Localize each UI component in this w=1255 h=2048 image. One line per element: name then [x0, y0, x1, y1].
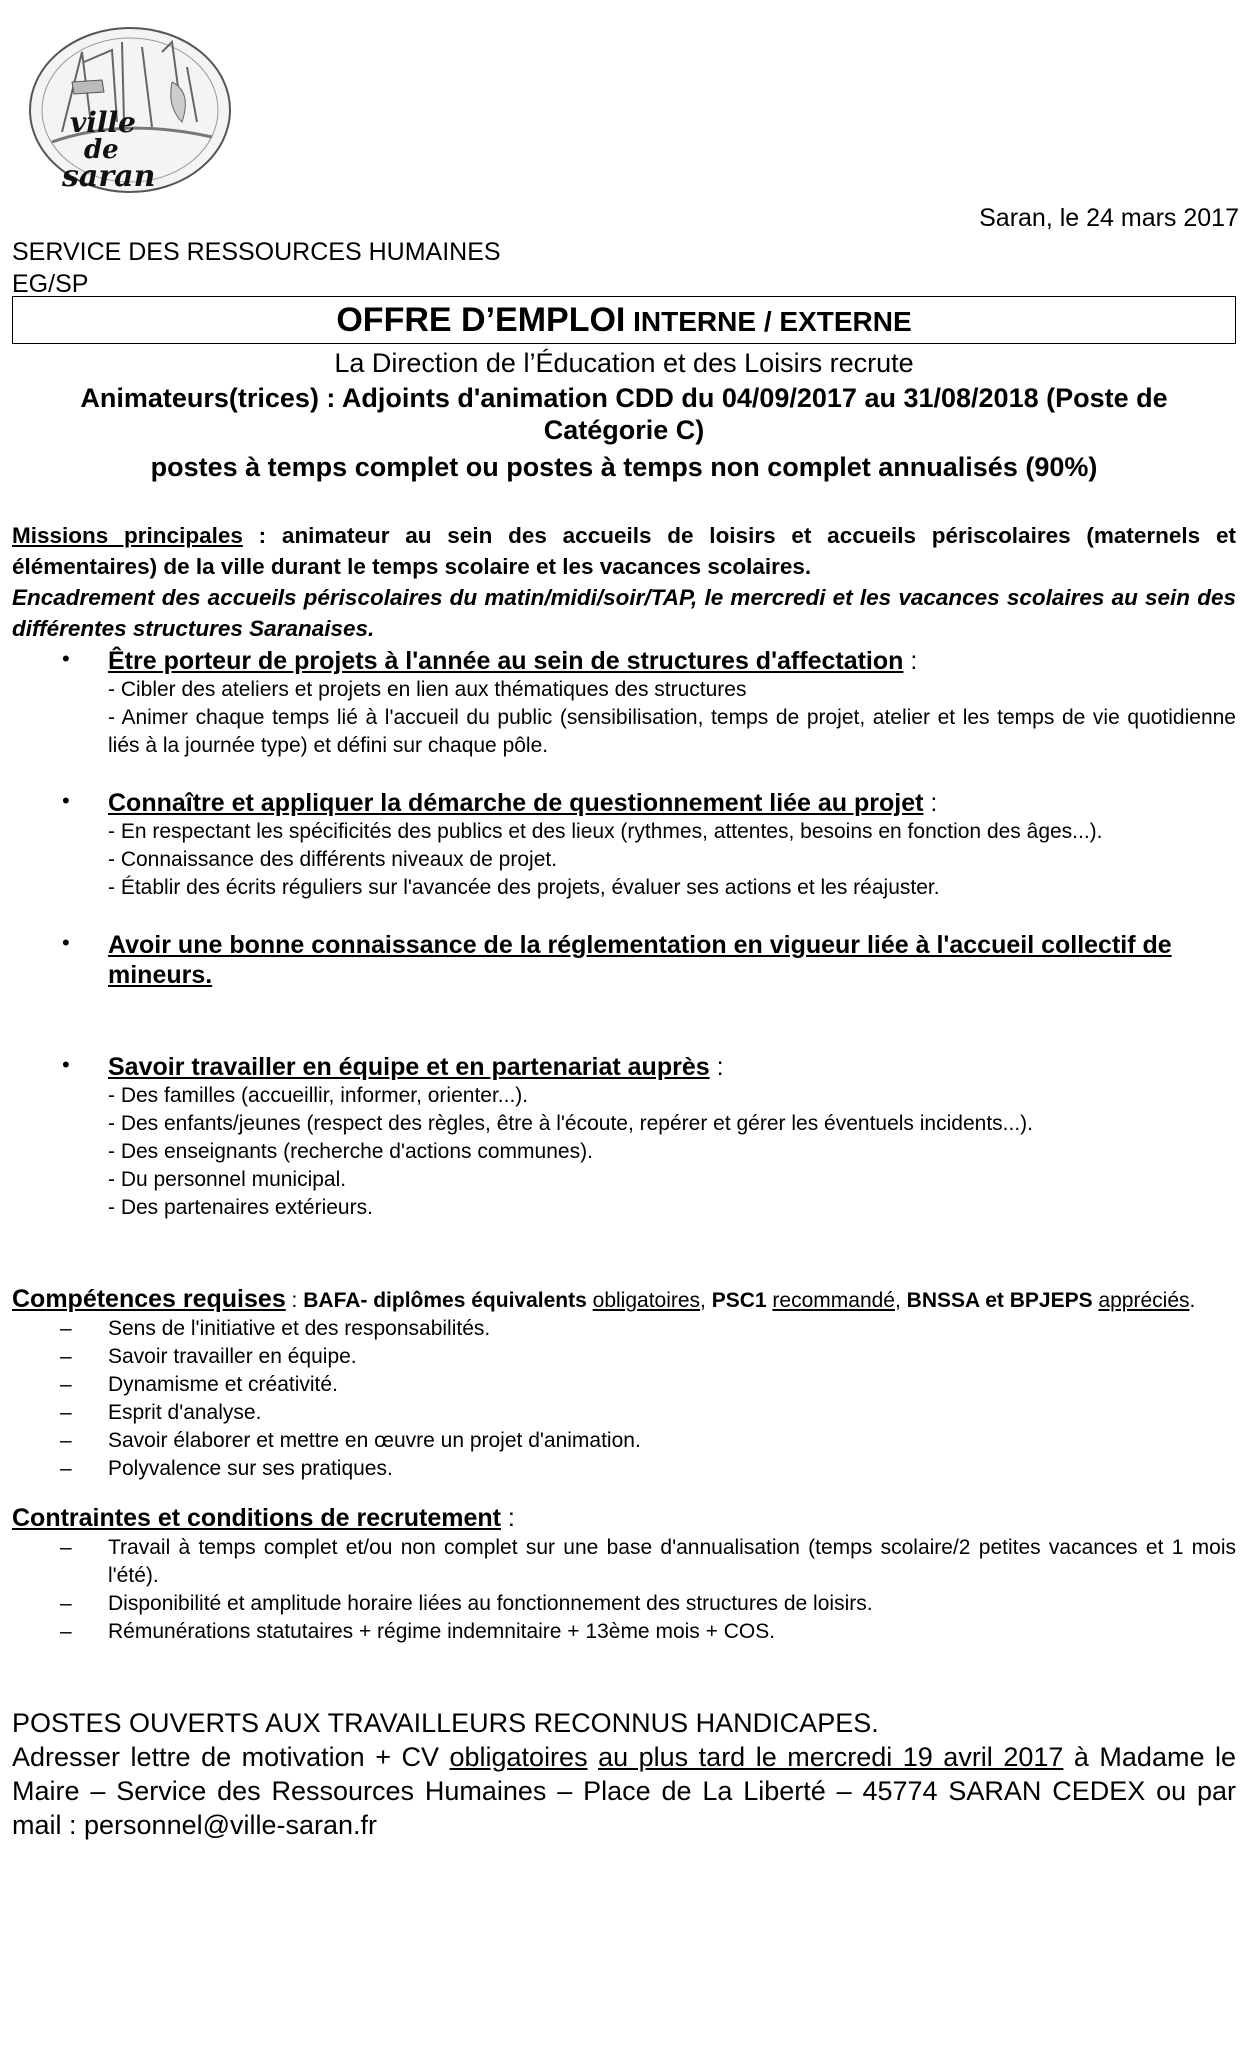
bullet-marker: •	[62, 788, 70, 813]
missions-italic: Encadrement des accueils périscolaires du matin/midi/soir/TAP, le mercredi et les vacances scolaires au sein des différentes structures Saranaises.	[12, 585, 1236, 641]
bullet-title: Connaître et appliquer la démarche de questionnement liée au projet	[108, 789, 924, 817]
bullet-marker: •	[62, 1052, 70, 1077]
competences-section	[12, 1284, 1236, 1483]
bafa: BAFA	[303, 1289, 361, 1312]
dash-marker: –	[60, 1373, 72, 1396]
apply-text: Adresser lettre de motivation + CV	[12, 1742, 450, 1772]
competence-text: Dynamisme et créativité.	[108, 1373, 338, 1396]
bullet-heading	[108, 788, 1236, 818]
competence-item	[12, 1455, 1236, 1483]
position-title	[12, 382, 1236, 446]
diplomes: - diplômes équivalents	[360, 1289, 593, 1312]
bullet-item	[12, 1052, 1236, 1222]
dash-marker: –	[60, 1536, 72, 1559]
offer-title-sub: INTERNE / EXTERNE	[625, 306, 912, 337]
document-date: Saran, le 24 mars 2017	[979, 204, 1239, 232]
dash-marker: –	[60, 1429, 72, 1452]
contraintes-label: Contraintes et conditions de recrutement	[12, 1504, 501, 1532]
bullet-line: - Des familles (accueillir, informer, orienter...).	[108, 1084, 529, 1107]
offer-content	[12, 520, 1236, 1842]
bullet-heading	[108, 930, 1236, 990]
missions-label: Missions principales	[12, 523, 243, 548]
dash-marker: –	[60, 1457, 72, 1480]
work-time: postes à temps complet ou postes à temps non complet annualisés (90%)	[150, 452, 1098, 482]
contrainte-text: Disponibilité et amplitude horaire liées au fonctionnement des structures de loisirs.	[108, 1592, 873, 1615]
competence-text: Sens de l'initiative et des responsabilités.	[108, 1317, 491, 1340]
bullet-line: - Connaissance des différents niveaux de projet.	[108, 848, 558, 871]
bullet-line: - Animer chaque temps lié à l'accueil du public (sensibilisation, temps de projet, atelier et les temps de vie quotidienne liés à la journée type) et défini sur chaque pôle.	[108, 706, 1236, 757]
psc1: PSC1	[711, 1289, 767, 1312]
contrainte-item	[12, 1590, 1236, 1618]
apply-obligatoires: obligatoires	[449, 1742, 588, 1772]
logo-text-ville: ville	[70, 106, 136, 139]
competence-text: Savoir élaborer et mettre en œuvre un projet d'animation.	[108, 1429, 641, 1452]
bullet-suffix: :	[903, 647, 918, 675]
bullet-line: - Des enfants/jeunes (respect des règles, être à l'écoute, repérer et gérer les éventuels incidents...).	[108, 1112, 1033, 1135]
apprecies: appréciés	[1098, 1289, 1190, 1312]
dash-marker: –	[60, 1345, 72, 1368]
bullet-line: - Du personnel municipal.	[108, 1168, 347, 1191]
bullet-line: - Des partenaires extérieurs.	[108, 1196, 373, 1219]
dash-marker: –	[60, 1401, 72, 1424]
bullet-line: - Cibler des ateliers et projets en lien aux thématiques des structures	[108, 678, 747, 701]
bullet-line: - En respectant les spécificités des publics et des lieux (rythmes, attentes, besoins en fonction des âges...).	[108, 820, 1103, 843]
position-title-line1: Animateurs(trices) : Adjoints d'animation CDD du 04/09/2017 au 31/08/2018 (Poste de	[80, 383, 1168, 413]
competence-item	[12, 1315, 1236, 1343]
competence-item	[12, 1427, 1236, 1455]
dash-marker: –	[60, 1317, 72, 1340]
recruiting-direction: La Direction de l’Éducation et des Loisirs recrute	[334, 348, 914, 378]
apply-space	[588, 1742, 599, 1772]
bullet-heading	[108, 1052, 1236, 1082]
competences-sep: :	[285, 1289, 304, 1312]
obligatoires: obligatoires	[592, 1289, 701, 1312]
competences-intro	[12, 1284, 1236, 1315]
logo-graphic	[22, 22, 242, 197]
competence-text: Polyvalence sur ses pratiques.	[108, 1457, 393, 1480]
competence-text: Savoir travailler en équipe.	[108, 1345, 357, 1368]
apply-address: à Madame le Maire – Service des Ressources Humaines – Place de La Liberté – 45774 SARAN CEDEX ou par mail : personnel@ville-saran.fr	[12, 1742, 1236, 1840]
contraintes-suffix: :	[500, 1504, 515, 1532]
bullet-item	[12, 646, 1236, 760]
contrainte-text: Travail à temps complet et/ou non complet sur une base d'annualisation (temps scolaire/2 petites vacances et 1 mois l'été).	[108, 1536, 1236, 1587]
bullet-line: - Établir des écrits réguliers sur l'avancée des projets, évaluer ses actions et les réajuster.	[108, 876, 940, 899]
competence-item	[12, 1371, 1236, 1399]
contrainte-item	[12, 1618, 1236, 1646]
bnssa-bpjeps: BNSSA et BPJEPS	[906, 1289, 1093, 1312]
ville-de-saran-logo	[22, 22, 242, 197]
application-instructions	[12, 1740, 1236, 1842]
bullet-suffix: :	[709, 1053, 724, 1081]
footer-section	[12, 1706, 1236, 1842]
competences-label: Compétences requises	[12, 1285, 286, 1313]
service-reference: EG/SP	[12, 270, 89, 298]
bullet-item	[12, 788, 1236, 902]
bullet-suffix: :	[923, 789, 938, 817]
period: .	[1189, 1289, 1196, 1312]
position-title-line2: Catégorie C)	[543, 415, 705, 445]
comma: ,	[894, 1289, 907, 1312]
comma: ,	[700, 1289, 712, 1312]
contrainte-text: Rémunérations statutaires + régime indemnitaire + 13ème mois + COS.	[108, 1620, 776, 1643]
offer-title: OFFRE D’EMPLOI	[336, 301, 626, 339]
bullet-item	[12, 930, 1236, 990]
bullet-title: Savoir travailler en équipe et en partenariat auprès	[108, 1053, 710, 1081]
competence-item	[12, 1399, 1236, 1427]
missions-section	[12, 520, 1236, 582]
missions-text: : animateur au sein des accueils de loisirs et accueils périscolaires (maternels et élémentaires) de la ville durant le temps scolaire et les vacances scolaires.	[12, 523, 1236, 579]
bullet-marker: •	[62, 930, 70, 955]
recommande: recommandé	[772, 1289, 895, 1312]
contraintes-heading	[12, 1503, 1236, 1534]
contraintes-section	[12, 1503, 1236, 1646]
service-name: SERVICE DES RESSOURCES HUMAINES	[12, 238, 501, 266]
bullet-title: Avoir une bonne connaissance de la réglementation en vigueur liée à l'accueil collectif de mineurs.	[108, 931, 1172, 989]
bullet-heading	[108, 646, 1236, 676]
bullet-line: - Des enseignants (recherche d'actions communes).	[108, 1140, 593, 1163]
competence-item	[12, 1343, 1236, 1371]
dash-marker: –	[60, 1620, 72, 1643]
service-block	[12, 236, 501, 300]
bullet-marker: •	[62, 646, 70, 671]
contrainte-item	[12, 1534, 1236, 1590]
handicap-notice: POSTES OUVERTS AUX TRAVAILLEURS RECONNUS HANDICAPES.	[12, 1708, 879, 1738]
bullet-title: Être porteur de projets à l'année au sein de structures d'affectation	[108, 647, 904, 675]
dash-marker: –	[60, 1592, 72, 1615]
apply-deadline: au plus tard le mercredi 19 avril 2017	[598, 1742, 1064, 1772]
competence-text: Esprit d'analyse.	[108, 1401, 262, 1424]
logo-text-saran: saran	[62, 159, 156, 194]
logo-text-de: de	[84, 135, 119, 165]
offer-title-box	[12, 296, 1236, 344]
